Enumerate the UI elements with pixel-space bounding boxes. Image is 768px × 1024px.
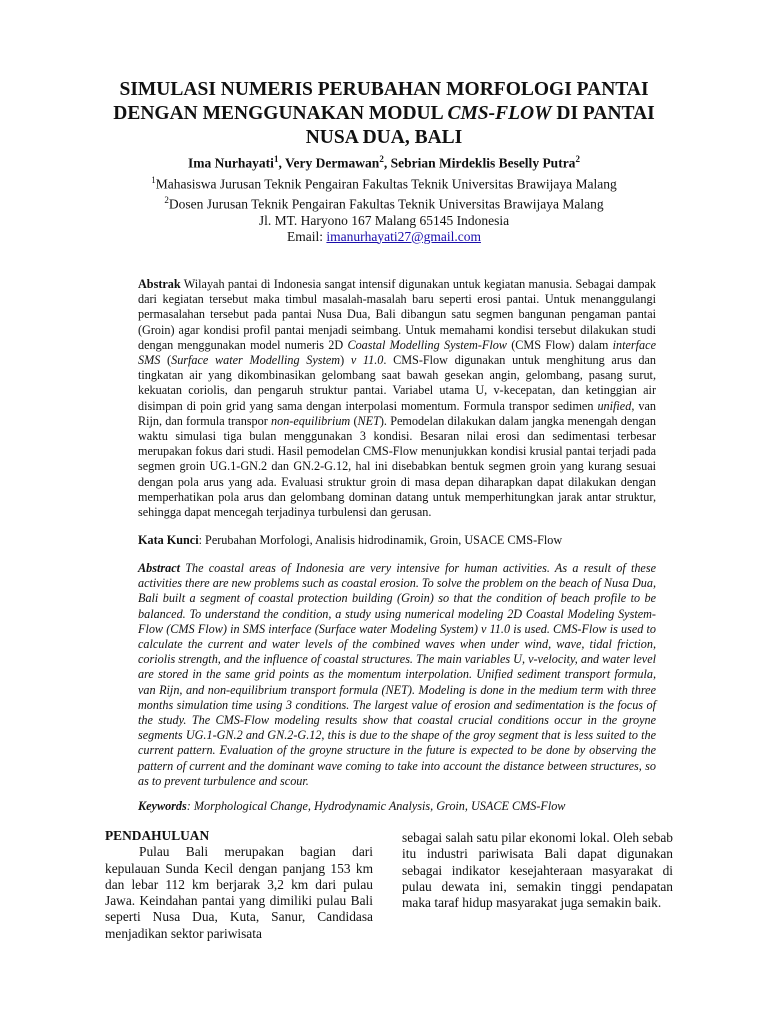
email-label: Email:	[287, 228, 327, 244]
section-heading: PENDAHULUAN	[105, 828, 210, 843]
affiliation-1-text: Mahasiswa Jurusan Teknik Pengairan Fakultas Teknik Universitas Brawijaya Malang	[155, 176, 617, 191]
affiliation-2-sup: 2	[164, 195, 169, 205]
abstrak-text-1: Wilayah pantai di Indonesia sangat intensif digunakan untuk kegiatan manusia. Sebagai dampak dari kegiatan tersebut maka timbul masalah-masalah baru seperti erosi pantai. Untuk menanggulangi permasalahan tersebut pada pantai Nusa Dua, Bali dibangun satu segmen bangunan pengaman pantai (Groin) agar kondisi profil pantai menjadi seimbang. Untuk memahami kondisi tersebut dilakukan studi dengan menggunakan model numeris 2D	[138, 277, 656, 352]
intro-paragraph-left: Pulau Bali merupakan bagian dari kepulauan Sunda Kecil dengan panjang 153 km dan lebar 112 km berjarak 3,2 km dari pulau Jawa. Keindahan pantai yang dimiliki pulau Bali seperti Nusa Dua, Kuta, Sanur, Candidasa menjadikan sektor pariwisata	[105, 844, 373, 941]
author-sep-1: ,	[278, 155, 285, 171]
abstrak-label: Abstrak	[138, 277, 181, 291]
author-1-sup: 1	[273, 154, 279, 164]
abstrak-italic-2: interface SMS	[138, 337, 656, 368]
title-text: SIMULASI NUMERIS PERUBAHAN MORFOLOGI PANTAI DENGAN MENGGUNAKAN MODUL	[113, 79, 649, 124]
abstrak-italic-3: Surface water Modelling System	[171, 353, 341, 368]
author-1: Ima Nurhayati	[188, 155, 274, 171]
email-link[interactable]: imanurhayati27@gmail.com	[326, 228, 481, 244]
abstrak-italic-1: Coastal Modelling System-Flow	[347, 337, 507, 352]
author-sep-2: ,	[383, 155, 391, 171]
kata-kunci-label: Kata Kunci	[138, 533, 199, 547]
keywords-label: Keywords	[138, 799, 187, 813]
abstrak-text-4: )	[340, 353, 351, 368]
abstrak-italic-7: NET	[357, 413, 380, 428]
abstrak-italic-6: non-equilibrium	[271, 413, 351, 428]
abstrak-paragraph	[138, 277, 656, 520]
keywords	[138, 799, 656, 814]
email-line	[80, 229, 688, 245]
abstract-text: The coastal areas of Indonesia are very intensive for human activities. As a result of these activities there are new problems such as coastal erosion. To solve the problem on the beach of Nusa Dua, Bali built a segment of coastal protection building (Groin) so that the condition of beach profile to be balanced. To understand the condition, a study using numerical modeling 2D Coastal Modeling System-Flow (CMS Flow) in SMS interface (Surface water Modeling System) v 11.0 is used. CMS-Flow is used to calculate the current and water levels of the combined waves when under wind, wave, tidal friction, coriolis strength, and the influence of coastal structures. The main variables U, v-velocity, and water level are stored in the same grid points as the momentum interpolation. Unified sediment transport formula, van Rijn, and non-equilibrium transport formula (NET). Modeling is done in the medium term with three months simulation time using 3 conditions. The largest value of erosion and sedimentation is the focus of the study. The CMS-Flow modeling results show that coastal crucial conditions occur in the groyne segments UG.1-GN.2 and GN.2-G.12, this is due to the shape of the groy segment that is less suited to the current pattern. Evaluation of the groyne structure in the future is expected to be done by observing the pattern of current and the dominant wave coming to take into account the distance between structures, so as to prevent turbulence and scour.	[138, 561, 656, 788]
affiliation-2	[80, 192, 688, 213]
author-block	[80, 151, 688, 245]
abstrak-italic-4: v 11.0	[350, 353, 384, 368]
title-italic-text: CMS-FLOW	[447, 103, 552, 124]
keywords-text: : Morphological Change, Hydrodynamic Analysis, Groin, USACE CMS-Flow	[186, 799, 566, 813]
affiliation-1	[80, 172, 688, 193]
author-3: Sebrian Mirdeklis Beselly Putra	[390, 155, 576, 171]
kata-kunci-text: : Perubahan Morfologi, Analisis hidrodinamik, Groin, USACE CMS-Flow	[198, 533, 563, 547]
affiliation-1-sup: 1	[151, 174, 156, 185]
abstrak-text-3: (	[160, 353, 172, 368]
author-3-sup: 2	[575, 154, 580, 164]
abstrak-text-2: (CMS Flow) dalam	[506, 337, 613, 352]
left-column	[105, 828, 373, 942]
intro-paragraph-right: sebagai salah satu pilar ekonomi lokal. Oleh sebab itu industri pariwisata Bali dapat digunakan sebagai indikator kesejahteraan masyarakat di pulau dewata ini, semakin tinggi pendapatan maka taraf hidup masyarakat juga semakin baik.	[402, 830, 673, 911]
title-text-end: DI PANTAI NUSA DUA, BALI	[305, 103, 655, 148]
abstrak-text-5: . CMS-Flow digunakan untuk menghitung arus dan tingkatan air yang dikombinasikan gelombang saat bawah gesekan angin, gelombang, pasang surut, kekuatan coriolis, dan pengaruh struktur pantai. Variabel utama U, v-kecepatan, dan ketinggian air disimpan di poin grid yang sama dengan interpolasi momentum. Formula transpor sedimen	[138, 353, 656, 413]
abstract-english	[138, 561, 656, 789]
abstrak-text-8: ). Pemodelan dilakukan dalam jangka menengah dengan waktu simulasi tiga bulan menggunakan 3 kondisi. Besaran nilai erosi dan sedimentasi terbesar merupakan fokus dari studi. Hasil pemodelan CMS-Flow menunjukkan kondisi krusial pantai terjadi pada segmen groin UG.1-GN.2 dan GN.2-G.12, hal ini disebabkan bentuk segmen groin yang kurang sesuai dengan pola arus yang ada. Evaluasi struktur groin di masa depan diharapkan dapat dilakukan dengan memperhatikan pola arus dan gelombang dominan datang untuk memperhitungkan jarak antar struktur, sehingga dapat mencegah terjadinya turbulensi dan gerusan.	[138, 413, 657, 520]
author-names	[80, 151, 688, 172]
abstrak-italic-5: unified	[597, 398, 632, 413]
paper-title	[100, 78, 668, 150]
abstrak-text-6: , van Rijn, dan formula transpor	[138, 398, 656, 428]
right-column	[402, 830, 673, 911]
abstract-label: Abstract	[138, 561, 180, 575]
author-2-sup: 2	[379, 154, 384, 164]
author-2: Very Dermawan	[284, 155, 380, 171]
kata-kunci	[138, 533, 656, 548]
address: Jl. MT. Haryono 167 Malang 65145 Indonesia	[258, 212, 510, 228]
affiliation-2-text: Dosen Jurusan Teknik Pengairan Fakultas Teknik Universitas Brawijaya Malang	[168, 196, 604, 212]
abstrak-text-7: (	[350, 413, 358, 428]
